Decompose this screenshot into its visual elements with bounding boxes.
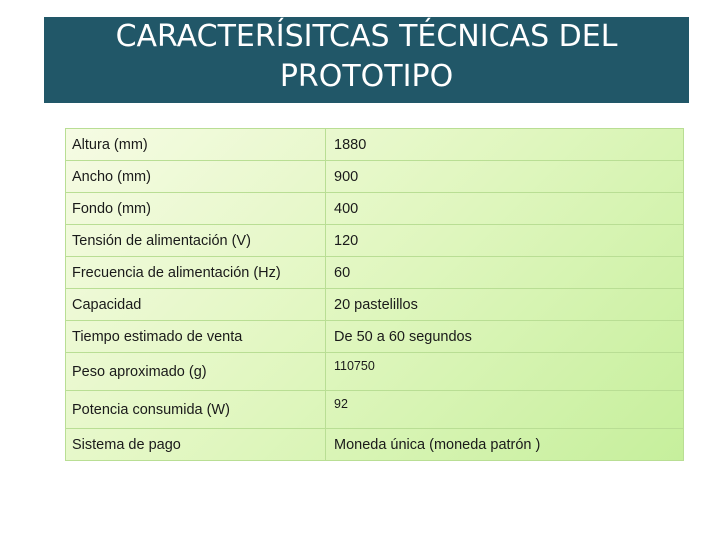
- spec-label: Sistema de pago: [66, 429, 326, 461]
- title-line-2: PROTOTIPO: [279, 59, 454, 94]
- spec-label: Fondo (mm): [66, 193, 326, 225]
- table-row: [66, 429, 684, 461]
- table-row: [66, 289, 684, 321]
- spec-value: 1880: [326, 129, 684, 161]
- spec-label: Potencia consumida (W): [66, 391, 326, 429]
- table-row: [66, 225, 684, 257]
- spec-value: 92: [326, 391, 684, 429]
- title-banner: [44, 17, 689, 103]
- spec-value: 400: [326, 193, 684, 225]
- spec-value: 60: [326, 257, 684, 289]
- spec-label: Altura (mm): [66, 129, 326, 161]
- specs-table: [65, 128, 684, 461]
- spec-value: 110750: [326, 353, 684, 391]
- table-row: [66, 353, 684, 391]
- table-row: [66, 321, 684, 353]
- table-row: [66, 391, 684, 429]
- spec-label: Frecuencia de alimentación (Hz): [66, 257, 326, 289]
- title-line-1: CARACTERÍSITCAS TÉCNICAS DEL: [115, 19, 618, 54]
- table-row: [66, 161, 684, 193]
- table-row: [66, 257, 684, 289]
- spec-value: 20 pastelillos: [326, 289, 684, 321]
- spec-label: Tensión de alimentación (V): [66, 225, 326, 257]
- spec-label: Capacidad: [66, 289, 326, 321]
- spec-value: 900: [326, 161, 684, 193]
- spec-value: De 50 a 60 segundos: [326, 321, 684, 353]
- spec-label: Tiempo estimado de venta: [66, 321, 326, 353]
- table-row: [66, 129, 684, 161]
- spec-value: Moneda única (moneda patrón ): [326, 429, 684, 461]
- spec-value: 120: [326, 225, 684, 257]
- spec-label: Ancho (mm): [66, 161, 326, 193]
- spec-label: Peso aproximado (g): [66, 353, 326, 391]
- table-row: [66, 193, 684, 225]
